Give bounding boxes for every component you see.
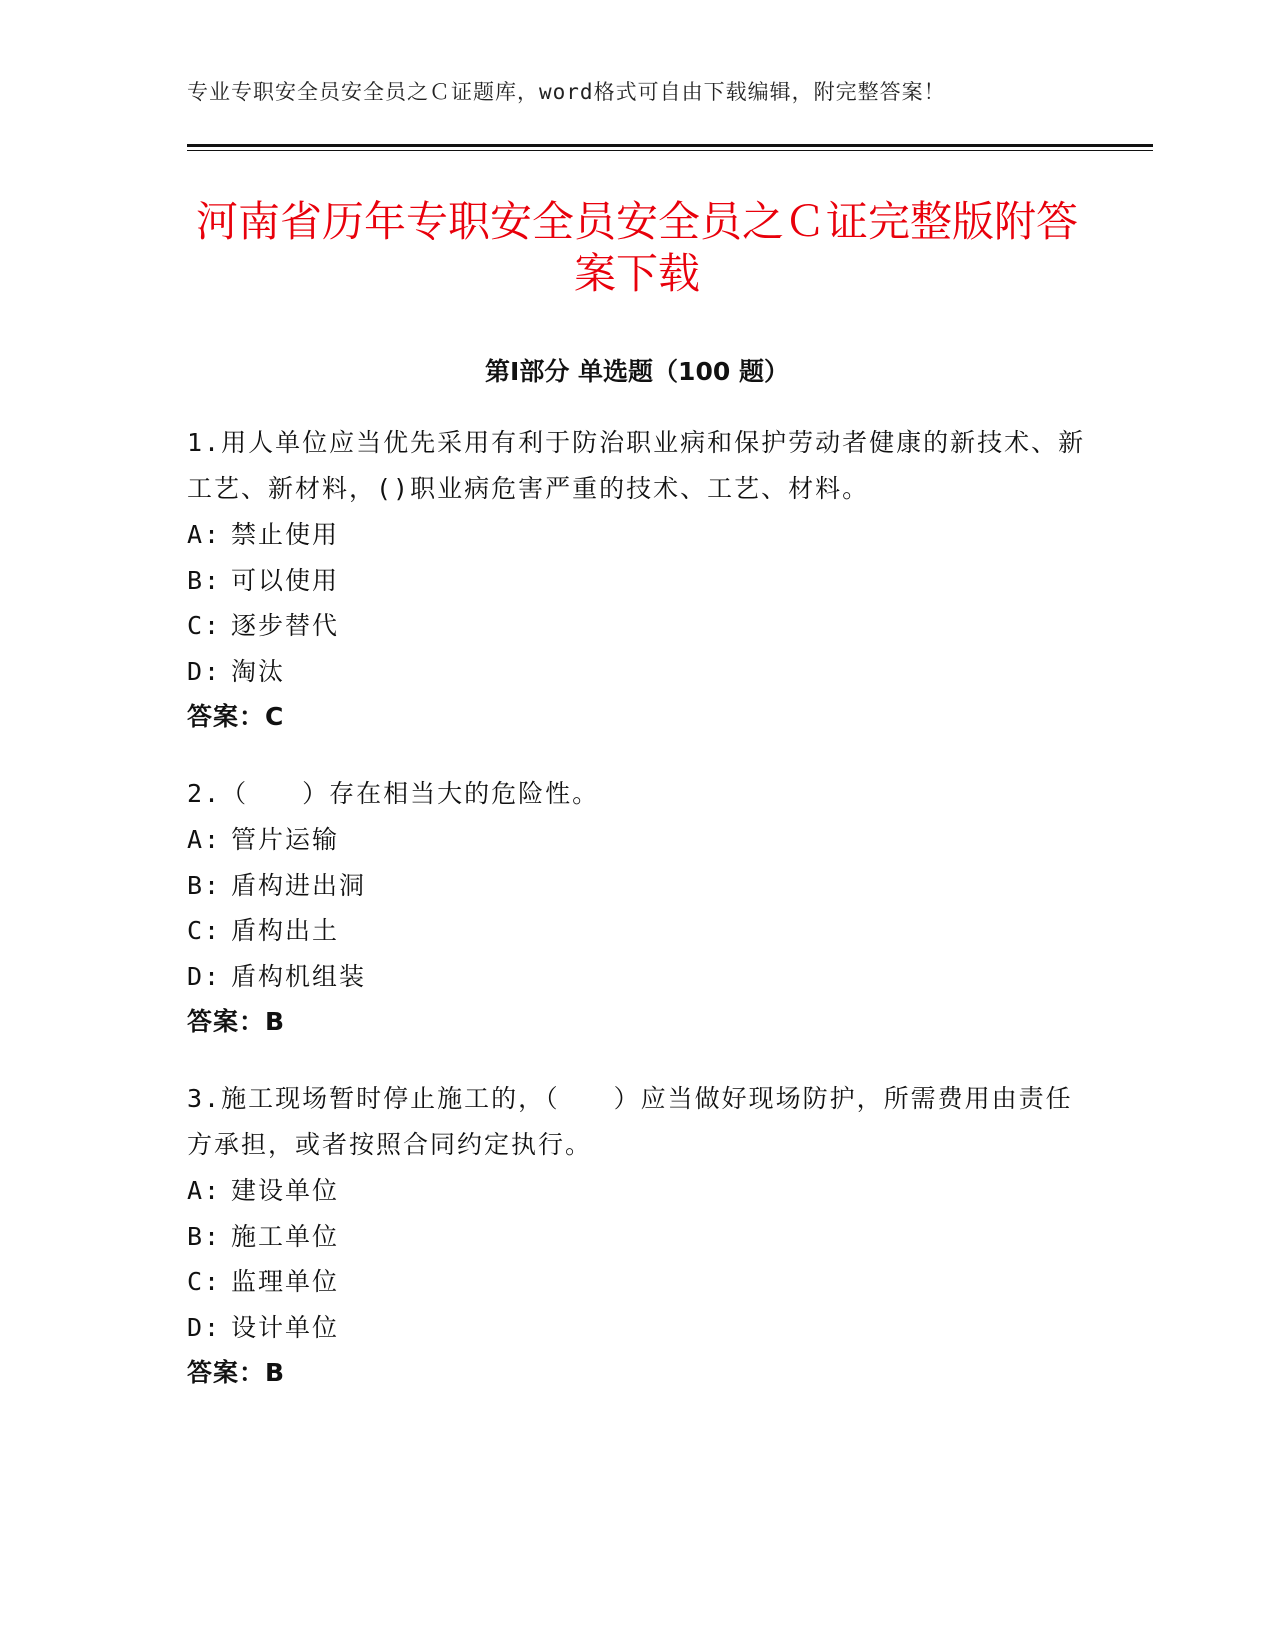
option-text: 逐步替代 [231,611,340,640]
option-key: A: [187,520,222,549]
answer: 答案：B [187,1007,286,1036]
document-title: 河南省历年专职安全员安全员之Ｃ证完整版附答案下载 [195,197,1078,298]
option-b [187,558,1087,604]
header-rule-thick [187,144,1153,147]
question-3 [187,1076,1087,1396]
header-rule-thin [187,150,1153,151]
header-note: 专业专职安全员安全员之Ｃ证题库，word格式可自由下载编辑，附完整答案！ [187,80,946,104]
option-text: 盾构出土 [231,916,340,945]
option-key: D: [187,656,222,686]
question-1 [187,420,1087,740]
option-b [187,863,1087,909]
option-text: 盾构进出洞 [231,870,367,900]
option-a [187,817,1087,863]
option-text: 禁止使用 [231,520,340,549]
option-c [187,603,1087,649]
question-stem: 1.用人单位应当优先采用有利于防治职业病和保护劳动者健康的新技术、新工艺、新材料，()职业病危害严重的技术、工艺、材料。 [187,428,1086,503]
option-key: C: [187,1267,222,1296]
answer: 答案：B [187,1358,286,1387]
option-key: A: [187,825,222,854]
section-title: 第Ⅰ部分 单选题（100 题） [485,357,789,386]
option-text: 盾构机组装 [231,961,367,991]
option-text: 设计单位 [231,1312,340,1342]
option-text: 监理单位 [231,1267,340,1296]
question-stem: 2.（ ）存在相当大的危险性。 [187,779,600,808]
answer: 答案：C [187,702,285,731]
option-d [187,1305,1087,1351]
option-text: 管片运输 [231,825,340,854]
option-text: 可以使用 [231,565,340,595]
option-a [187,1168,1087,1214]
option-text: 施工单位 [231,1221,340,1251]
option-c [187,908,1087,954]
option-text: 建设单位 [231,1176,340,1205]
option-key: D: [187,1312,222,1342]
option-b [187,1214,1087,1260]
option-key: C: [187,916,222,945]
option-d [187,954,1087,1000]
option-key: B: [187,870,222,900]
option-text: 淘汰 [231,656,286,686]
option-key: B: [187,1221,222,1251]
option-d [187,649,1087,695]
option-a [187,512,1087,558]
option-key: D: [187,961,222,991]
option-c [187,1259,1087,1305]
option-key: A: [187,1176,222,1205]
option-key: C: [187,611,222,640]
question-stem: 3.施工现场暂时停止施工的，（ ）应当做好现场防护，所需费用由责任方承担，或者按照合同约定执行。 [187,1084,1073,1159]
question-2 [187,771,1087,1045]
option-key: B: [187,565,222,595]
